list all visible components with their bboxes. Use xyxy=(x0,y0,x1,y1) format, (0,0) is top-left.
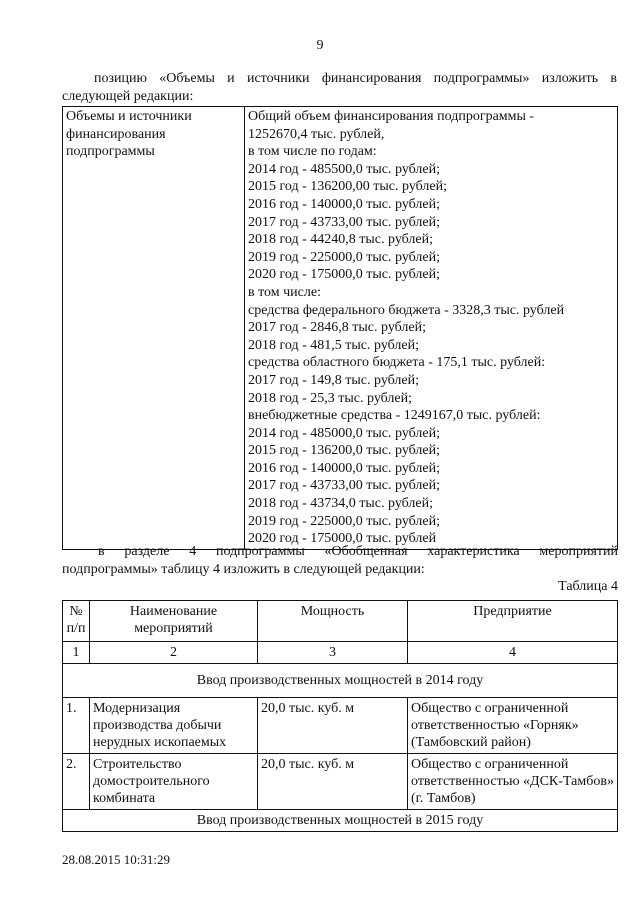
table-caption: Таблица 4 xyxy=(558,579,618,594)
financing-line: 2019 год - 225000,0 тыс. рублей; xyxy=(248,249,441,265)
section-title-2014: Ввод производственных мощностей в 2014 году xyxy=(63,664,618,698)
financing-line: в том числе по годам: xyxy=(248,144,377,160)
table-4 xyxy=(62,600,618,832)
financing-line: 2016 год - 140000,0 тыс. рублей; xyxy=(248,196,441,212)
financing-line: средства федерального бюджета - 3328,3 тыс. рублей xyxy=(248,302,565,318)
financing-line: 2020 год - 175000,0 тыс. рублей xyxy=(248,531,437,547)
section-text: в разделе 4 подпрограммы «Обобщенная характеристика мероприятий подпрограммы» таблицу 4 изложить в следующей редакции: xyxy=(62,544,618,577)
column-number: 4 xyxy=(408,642,618,664)
table-header-row xyxy=(63,601,618,642)
financing-values-cell xyxy=(245,107,618,550)
column-number: 1 xyxy=(63,642,90,664)
column-number: 3 xyxy=(258,642,408,664)
row-num: 2. xyxy=(63,754,90,810)
financing-line: средства областного бюджета - 175,1 тыс. рублей: xyxy=(248,355,546,371)
financing-line: 2017 год - 43733,00 тыс. рублей; xyxy=(248,214,441,230)
financing-line: 2015 год - 136200,0 тыс. рублей; xyxy=(248,443,441,459)
row-name: Строительство домостроительного комбината xyxy=(90,754,258,810)
column-number: 2 xyxy=(90,642,258,664)
financing-line: 2017 год - 2846,8 тыс. рублей; xyxy=(248,320,427,336)
column-numbers-row xyxy=(63,642,618,664)
financing-line: 1252670,4 тыс. рублей, xyxy=(248,126,385,142)
financing-line: 2018 год - 481,5 тыс. рублей; xyxy=(248,337,420,353)
financing-label-cell xyxy=(63,107,245,550)
financing-line: 2014 год - 485500,0 тыс. рублей; xyxy=(248,161,441,177)
financing-line: внебюджетные средства - 1249167,0 тыс. рублей: xyxy=(248,408,541,424)
page-number: 9 xyxy=(316,38,324,53)
financing-table xyxy=(62,106,618,550)
financing-line: 2017 год - 149,8 тыс. рублей; xyxy=(248,372,420,388)
section-row-2015 xyxy=(63,810,618,832)
timestamp: 28.08.2015 10:31:29 xyxy=(62,852,170,867)
financing-line: 2018 год - 25,3 тыс. рублей; xyxy=(248,390,413,406)
section-paragraph xyxy=(62,543,618,579)
row-capacity: 20,0 тыс. куб. м xyxy=(258,698,408,754)
intro-text: позицию «Объемы и источники финансирования подпрограммы» изложить в следующей редакции: xyxy=(62,71,617,104)
section-row-2014 xyxy=(63,664,618,698)
financing-line: 2015 год - 136200,00 тыс. рублей; xyxy=(248,179,448,195)
financing-row xyxy=(63,107,618,550)
row-company: Общество с ограниченной ответственностью «ДСК-Тамбов» (г. Тамбов) xyxy=(408,754,618,810)
header-num: № п/п xyxy=(63,601,90,642)
table-row xyxy=(63,698,618,754)
financing-line: 2014 год - 485000,0 тыс. рублей; xyxy=(248,425,441,441)
financing-label: Объемы и источники финансирования подпрограммы xyxy=(66,109,192,160)
section-title-2015: Ввод производственных мощностей в 2015 году xyxy=(63,810,618,832)
financing-line: в том числе: xyxy=(248,284,321,300)
financing-line: 2018 год - 43734,0 тыс. рублей; xyxy=(248,496,434,512)
header-company: Предприятие xyxy=(408,601,618,642)
financing-line: 2018 год - 44240,8 тыс. рублей; xyxy=(248,232,434,248)
header-name: Наименование мероприятий xyxy=(90,601,258,642)
financing-line: Общий объем финансирования подпрограммы - xyxy=(248,109,535,124)
row-capacity: 20,0 тыс. куб. м xyxy=(258,754,408,810)
financing-line: 2020 год - 175000,0 тыс. рублей; xyxy=(248,267,441,283)
header-capacity: Мощность xyxy=(258,601,408,642)
financing-line: 2019 год - 225000,0 тыс. рублей; xyxy=(248,513,441,529)
row-company: Общество с ограниченной ответственностью «Горняк» (Тамбовский район) xyxy=(408,698,618,754)
financing-line: 2016 год - 140000,0 тыс. рублей; xyxy=(248,460,441,476)
row-name: Модернизация производства добычи нерудных ископаемых xyxy=(90,698,258,754)
row-num: 1. xyxy=(63,698,90,754)
intro-paragraph xyxy=(62,70,617,106)
financing-line: 2017 год - 43733,00 тыс. рублей; xyxy=(248,478,441,494)
table-row xyxy=(63,754,618,810)
